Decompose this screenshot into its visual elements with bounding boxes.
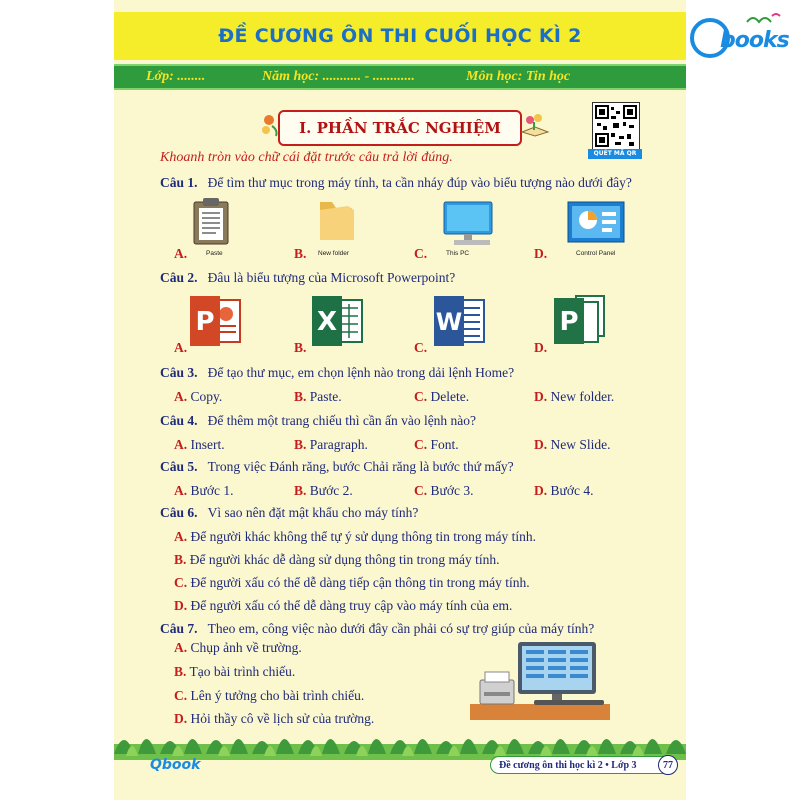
q6-option-b[interactable] <box>174 552 500 568</box>
q5-option-c[interactable] <box>414 483 473 499</box>
paste-caption: Paste <box>206 250 223 257</box>
option-text: Tạo bài trình chiếu. <box>189 664 296 679</box>
question-text: Để tìm thư mục trong máy tính, ta cần nháy đúp vào biểu tượng nào dưới đây? <box>207 175 632 190</box>
option-letter: B. <box>294 340 307 355</box>
option-letter: D. <box>534 483 548 498</box>
section-title: I. PHẦN TRẮC NGHIỆM <box>278 110 522 146</box>
q4-option-a[interactable] <box>174 437 225 453</box>
option-letter: D. <box>534 389 548 404</box>
new-folder-caption: New folder <box>318 250 350 257</box>
option-letter: A. <box>174 340 188 355</box>
option-letter: C. <box>414 483 428 498</box>
q5-option-d[interactable] <box>534 483 593 499</box>
option-text: New Slide. <box>550 437 611 452</box>
book-flower-icon <box>520 112 550 138</box>
q2-option-a[interactable] <box>174 340 187 356</box>
question-number: Câu 7. <box>160 621 198 636</box>
page-title: ĐỀ CƯƠNG ÔN THI CUỐI HỌC KÌ 2 <box>218 25 582 47</box>
q6-option-c[interactable] <box>174 575 530 591</box>
question-text: Đâu là biểu tượng của Microsoft Powerpoint? <box>207 270 456 285</box>
q3-option-a[interactable] <box>174 389 222 405</box>
option-letter: D. <box>174 711 188 726</box>
excel-icon[interactable] <box>310 294 366 348</box>
q4-option-c[interactable] <box>414 437 459 453</box>
question-1 <box>160 175 632 191</box>
option-letter: C. <box>174 688 188 703</box>
option-letter: C. <box>414 246 428 261</box>
svg-text:X: X <box>316 307 338 337</box>
option-letter: B. <box>174 664 187 679</box>
option-letter: D. <box>534 246 548 261</box>
option-text: Bước 3. <box>430 483 474 498</box>
option-letter: A. <box>174 389 188 404</box>
option-text: Delete. <box>430 389 470 404</box>
option-letter: C. <box>414 389 428 404</box>
q7-option-b[interactable] <box>174 664 295 680</box>
qr-code-icon[interactable] <box>592 102 640 150</box>
option-letter: A. <box>174 640 188 655</box>
q5-option-b[interactable] <box>294 483 353 499</box>
option-text: New folder. <box>550 389 615 404</box>
year-field: Năm học: ........... - ............ <box>262 69 415 84</box>
q4-option-d[interactable] <box>534 437 611 453</box>
question-number: Câu 1. <box>160 175 198 190</box>
option-letter: B. <box>294 483 307 498</box>
option-text: Chụp ảnh về trường. <box>190 640 302 655</box>
flower-left-icon <box>258 112 280 138</box>
question-text: Vì sao nên đặt mật khẩu cho máy tính? <box>207 505 419 520</box>
option-letter: A. <box>174 483 188 498</box>
option-text: Copy. <box>190 389 223 404</box>
option-text: Bước 2. <box>309 483 353 498</box>
q1-option-c[interactable] <box>414 246 427 262</box>
option-letter: C. <box>414 437 428 452</box>
option-text: Để người khác không thể tự ý sử dụng thông tin trong máy tính. <box>190 529 537 544</box>
option-letter: C. <box>174 575 188 590</box>
option-text: Để người khác dễ dàng sử dụng thông tin trong máy tính. <box>189 552 500 567</box>
option-letter: D. <box>174 598 188 613</box>
qr-label: QUÉT MÃ QR <box>588 149 642 159</box>
word-icon[interactable] <box>432 294 488 348</box>
question-5 <box>160 459 514 475</box>
computer-printer-illustration <box>470 640 610 724</box>
q2-option-c[interactable] <box>414 340 427 356</box>
section-header <box>258 108 550 144</box>
option-text: Bước 1. <box>190 483 234 498</box>
logo-text: books <box>720 28 789 53</box>
svg-text:W: W <box>435 308 463 336</box>
paste-icon[interactable] <box>190 196 234 248</box>
option-letter: D. <box>534 437 548 452</box>
question-text: Để tạo thư mục, em chọn lệnh nào trong dải lệnh Home? <box>207 365 515 380</box>
footer-title: Đề cương ôn thi học kì 2 • Lớp 3 <box>490 756 676 774</box>
publisher-green-icon[interactable] <box>552 294 608 348</box>
q2-option-d[interactable] <box>534 340 547 356</box>
svg-text:P: P <box>195 307 215 337</box>
option-text: Để người xấu có thể dễ dàng tiếp cận thông tin trong máy tính. <box>190 575 530 590</box>
option-text: Hỏi thầy cô về lịch sử của trường. <box>190 711 375 726</box>
question-3 <box>160 365 514 381</box>
option-letter: C. <box>414 340 428 355</box>
question-number: Câu 6. <box>160 505 198 520</box>
subject-field: Môn học: Tin học <box>466 69 571 84</box>
this-pc-caption: This PC <box>446 250 470 257</box>
leaf-border <box>114 724 686 760</box>
option-text: Font. <box>430 437 459 452</box>
option-text: Paragraph. <box>309 437 368 452</box>
q3-option-d[interactable] <box>534 389 614 405</box>
q2-option-b[interactable] <box>294 340 306 356</box>
folder-icon[interactable] <box>316 198 356 244</box>
class-field: Lớp: ........ <box>146 69 206 84</box>
this-pc-icon[interactable] <box>440 200 496 248</box>
question-4 <box>160 413 476 429</box>
q7-option-a[interactable] <box>174 640 302 656</box>
qbooks-logo <box>690 10 800 70</box>
q3-option-c[interactable] <box>414 389 469 405</box>
question-text: Để thêm một trang chiếu thì cần ấn vào lệnh nào? <box>207 413 477 428</box>
page-number: 77 <box>658 755 678 775</box>
question-number: Câu 2. <box>160 270 198 285</box>
option-text: Lên ý tưởng cho bài trình chiếu. <box>190 688 365 703</box>
q1-option-a[interactable] <box>174 246 187 262</box>
option-letter: A. <box>174 437 188 452</box>
question-number: Câu 3. <box>160 365 198 380</box>
question-number: Câu 5. <box>160 459 198 474</box>
svg-text:P: P <box>559 307 579 337</box>
q1-option-b[interactable] <box>294 246 306 262</box>
powerpoint-red-icon[interactable] <box>188 294 244 348</box>
q1-option-d[interactable] <box>534 246 547 262</box>
option-text: Bước 4. <box>550 483 594 498</box>
q6-option-d[interactable] <box>174 598 512 614</box>
option-letter: B. <box>294 437 307 452</box>
option-letter: B. <box>174 552 187 567</box>
q5-option-a[interactable] <box>174 483 233 499</box>
question-number: Câu 4. <box>160 413 198 428</box>
control-panel-icon[interactable] <box>566 200 626 246</box>
question-7 <box>160 621 594 637</box>
question-6 <box>160 505 418 521</box>
option-letter: D. <box>534 340 548 355</box>
question-text: Trong việc Đánh răng, bước Chải răng là bước thứ mấy? <box>207 459 514 474</box>
question-2 <box>160 270 455 286</box>
q6-option-a[interactable] <box>174 529 536 545</box>
option-letter: B. <box>294 389 307 404</box>
info-bar <box>114 64 686 90</box>
option-letter: A. <box>174 246 188 261</box>
q4-option-b[interactable] <box>294 437 368 453</box>
footer-logo: Qbook <box>150 757 201 773</box>
q3-option-b[interactable] <box>294 389 342 405</box>
instruction: Khoanh tròn vào chữ cái đặt trước câu trả lời đúng. <box>160 150 453 165</box>
control-panel-caption: Control Panel <box>576 250 616 257</box>
option-text: Để người xấu có thể dễ dàng truy cập vào máy tính của em. <box>190 598 513 613</box>
option-text: Insert. <box>190 437 225 452</box>
option-letter: A. <box>174 529 188 544</box>
option-letter: B. <box>294 246 307 261</box>
question-text: Theo em, công việc nào dưới đây cần phải có sự trợ giúp của máy tính? <box>207 621 595 636</box>
option-text: Paste. <box>309 389 342 404</box>
q7-option-c[interactable] <box>174 688 364 704</box>
bird-icon <box>742 10 792 30</box>
